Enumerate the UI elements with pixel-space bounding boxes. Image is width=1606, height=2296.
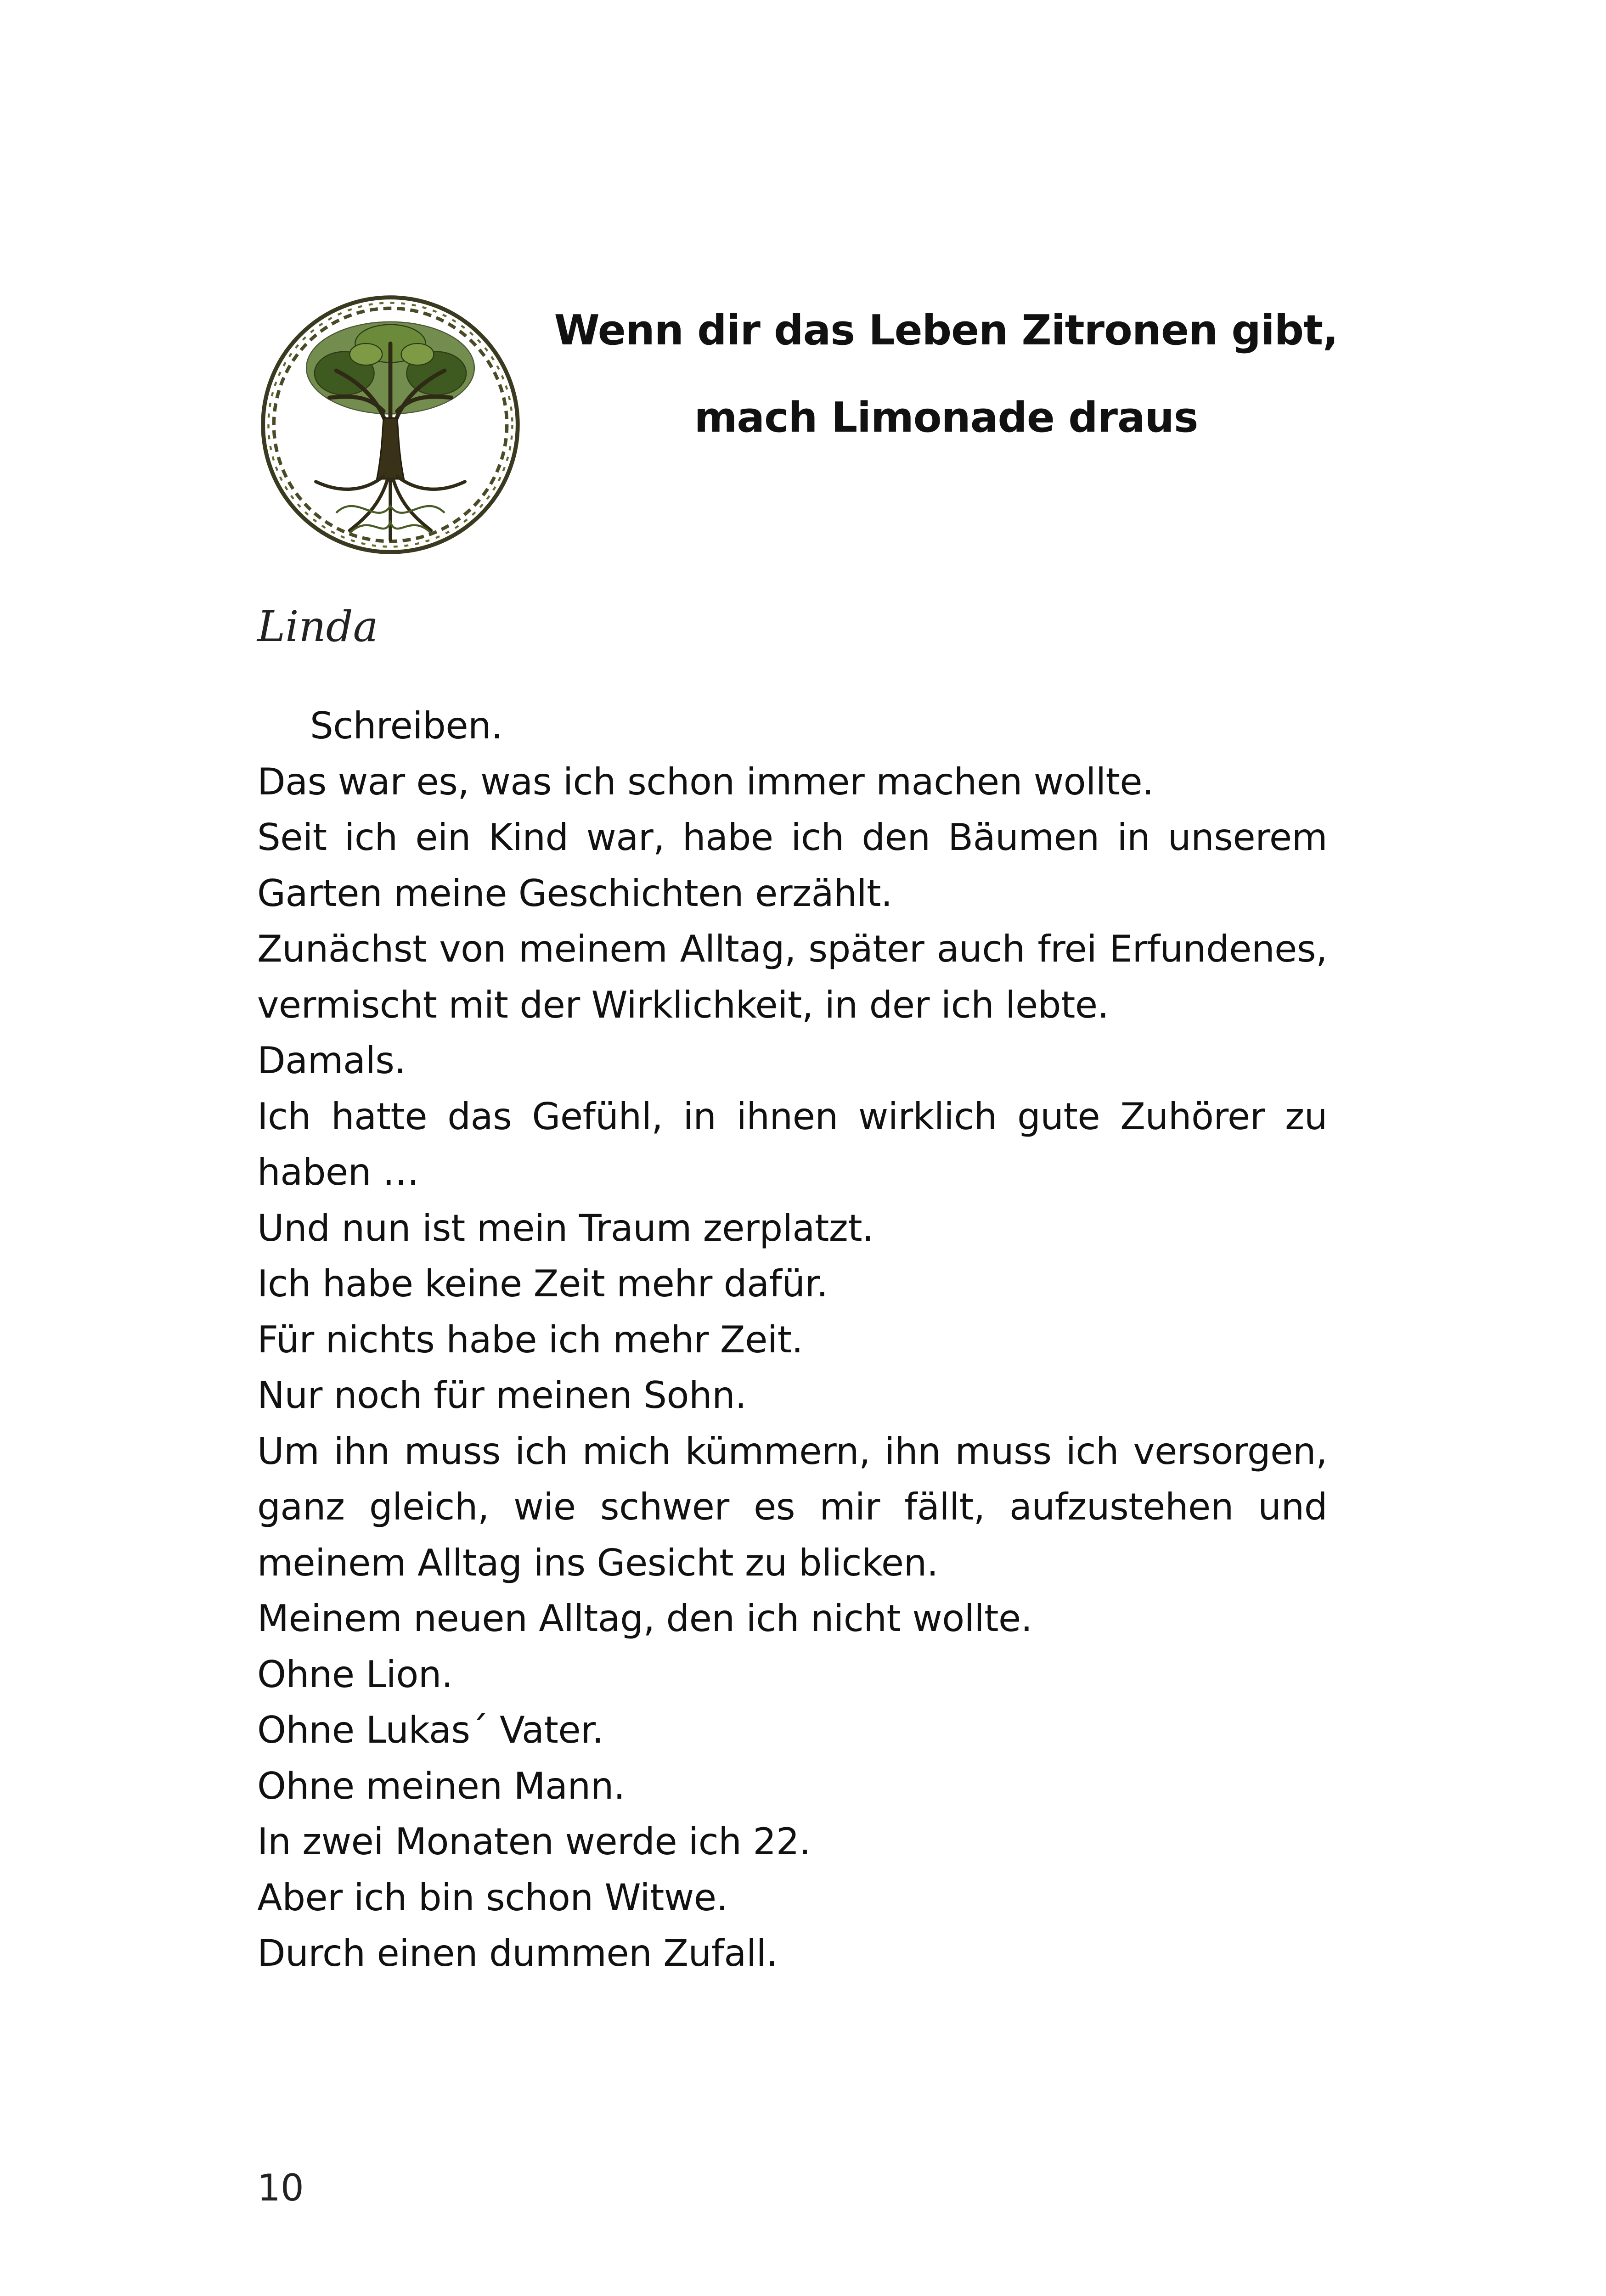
text-line: In zwei Monaten werde ich 22. <box>257 1820 811 1863</box>
text-line: Ohne meinen Mann. <box>257 1764 625 1807</box>
text-line: Garten meine Geschichten erzählt. <box>257 872 892 915</box>
text-line: Das war es, was ich schon immer machen wollte. <box>257 760 1154 803</box>
text-line: Ohne Lion. <box>257 1653 453 1696</box>
text-line: Und nun ist mein Traum zerplatzt. <box>257 1206 874 1249</box>
page-number: 10 <box>257 2167 304 2209</box>
text-line: Meinem neuen Alltag, den ich nicht wollte. <box>257 1597 1032 1640</box>
text-line: Ich hatte das Gefühl, in ihnen wirklich gute Zuhörer zu <box>257 1095 1327 1138</box>
text-line: ganz gleich, wie schwer es mir fällt, aufzustehen und <box>257 1486 1327 1528</box>
text-line: Zunächst von meinem Alltag, später auch frei Erfundenes, <box>257 928 1327 970</box>
celtic-tree-of-life-icon <box>255 287 526 563</box>
text-line: Durch einen dummen Zufall. <box>257 1932 778 1975</box>
text-line: meinem Alltag ins Gesicht zu blicken. <box>257 1541 938 1584</box>
text-line: vermischt mit der Wirklichkeit, in der ich lebte. <box>257 983 1109 1026</box>
text-line: Ohne Lukas´ Vater. <box>257 1709 604 1751</box>
chapter-title-line-1: Wenn dir das Leben Zitronen gibt, <box>554 306 1338 355</box>
text-line: Für nichts habe ich mehr Zeit. <box>257 1318 803 1361</box>
text-line: Schreiben. <box>310 704 503 747</box>
text-line: Nur noch für meinen Sohn. <box>257 1374 747 1417</box>
chapter-author: Linda <box>257 602 378 651</box>
chapter-title-line-2: mach Limonade draus <box>694 394 1198 442</box>
text-line: Ich habe keine Zeit mehr dafür. <box>257 1262 828 1305</box>
text-line: Aber ich bin schon Witwe. <box>257 1876 728 1919</box>
text-line: Um ihn muss ich mich kümmern, ihn muss ich versorgen, <box>257 1429 1327 1473</box>
text-line: Damals. <box>257 1039 406 1082</box>
body-text <box>257 698 1327 1981</box>
text-line: Seit ich ein Kind war, habe ich den Bäumen in unserem <box>257 816 1327 859</box>
text-line: haben … <box>257 1151 419 1193</box>
chapter-title <box>547 287 1346 461</box>
